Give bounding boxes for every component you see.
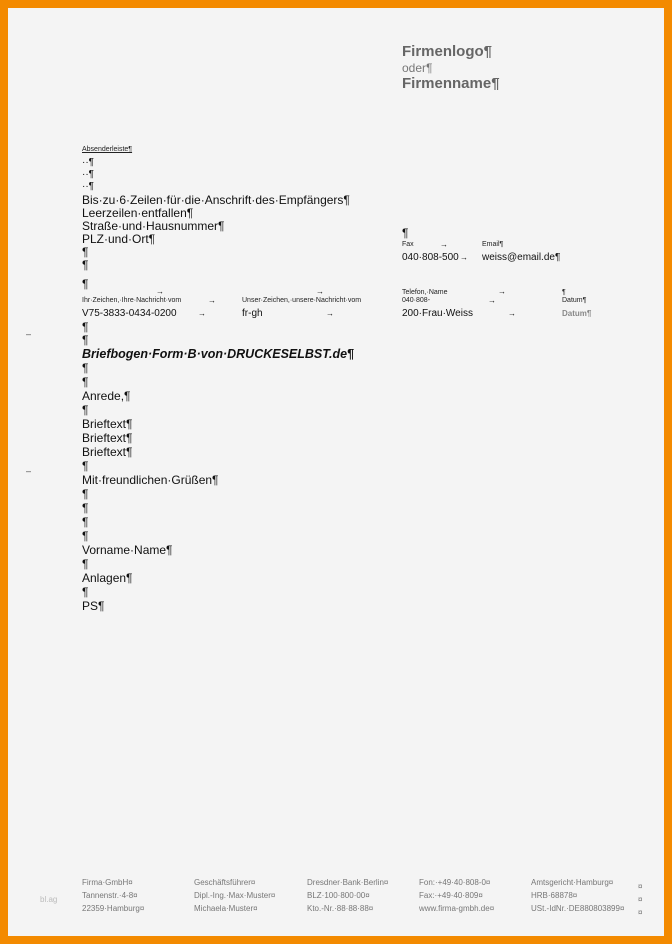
attachments: Anlagen¶ [82, 571, 133, 585]
tab-arrow-icon: → [208, 296, 216, 305]
tab-arrow-icon: → [460, 253, 468, 262]
tab-arrow-icon: → [508, 309, 516, 318]
footer-cell: Dipl.-Ing.·Max·Muster¤ [194, 891, 276, 900]
ref-ihr-value: V75-3833-0434-0200 [82, 308, 177, 319]
email-value: weiss@email.de¶ [482, 252, 561, 263]
ref-tel-label-2: 040·808- [402, 297, 431, 304]
salutation: Anrede,¶ [82, 389, 131, 403]
footer-cell: Kto.-Nr.·88·88·88¤ [307, 904, 374, 913]
footer-cell: www.firma-gmbh.de¤ [419, 904, 495, 913]
address-line: Bis·zu·6·Zeilen·für·die·Anschrift·des·Empfängers¶ [82, 193, 350, 207]
footer-cell: Firma·GmbH¤ [82, 878, 133, 887]
logo-line-2: oder¶ [402, 61, 433, 75]
logo-line-1: Firmenlogo¶ [402, 43, 493, 60]
postscript: PS¶ [82, 599, 105, 613]
logo-line-3: Firmenname¶ [402, 75, 500, 92]
footer-cell: USt.-IdNr.·DE880803899¤ [531, 904, 625, 913]
tab-arrow-icon: → [440, 240, 448, 249]
tab-arrow-icon: → [326, 309, 334, 318]
datum-label: Datum¶ [562, 297, 587, 304]
tab-arrow-icon: → [488, 296, 496, 305]
fax-value: 040·808-500 [402, 252, 459, 263]
tab-arrow-icon: → [156, 287, 164, 296]
sender-label: Absenderleiste¶ [82, 146, 133, 153]
row-end-mark: ¤ [638, 882, 643, 891]
footer-cell: Geschäftsführer¤ [194, 878, 256, 887]
empty-paragraph: ¶ [82, 320, 89, 334]
address-line: Straße·und·Hausnummer¶ [82, 219, 225, 233]
ref-ihr-label: Ihr·Zeichen,·Ihre·Nachricht·vom [82, 297, 182, 304]
fold-mark: – [26, 466, 32, 476]
empty-paragraph: ¶ [82, 333, 89, 347]
empty-paragraph: ¶ [82, 487, 89, 501]
empty-paragraph: ¶ [82, 585, 89, 599]
footer-cell: Tannenstr.·4-8¤ [82, 891, 138, 900]
signature-name: Vorname·Name¶ [82, 543, 173, 557]
tab-arrow-icon: → [316, 287, 324, 296]
ref-tel-value: 200·Frau·Weiss [402, 308, 473, 319]
footer-cell: Michaela·Muster¤ [194, 904, 258, 913]
footer-cell: Dresdner·Bank·Berlin¤ [307, 878, 389, 887]
tab-arrow-icon: → [498, 287, 506, 296]
footer-cell: BLZ·100·800·00¤ [307, 891, 370, 900]
body-text: Brieftext¶ [82, 417, 133, 431]
empty-paragraph: ¶ [82, 258, 89, 272]
ref-unser-label: Unser·Zeichen,·unsere·Nachricht·vom [242, 297, 362, 304]
empty-paragraph: ¶ [82, 459, 89, 473]
ref-unser-value: fr-gh [242, 308, 263, 319]
footer-cell: Amtsgericht·Hamburg¤ [531, 878, 614, 887]
empty-paragraph: ¶ [402, 226, 409, 240]
fold-mark: – [26, 329, 32, 339]
empty-paragraph: ¶ [82, 501, 89, 515]
empty-paragraph: ¶ [82, 277, 89, 291]
address-line: PLZ·und·Ort¶ [82, 232, 156, 246]
footer-side-text: bl.ag [40, 895, 58, 904]
body-text: Brieftext¶ [82, 445, 133, 459]
footer-cell: 22359·Hamburg¤ [82, 904, 145, 913]
footer-cell: Fon:·+49·40·808-0¤ [419, 878, 491, 887]
sender-line: ··¶ [82, 169, 95, 180]
body-text: Brieftext¶ [82, 431, 133, 445]
empty-paragraph: ¶ [82, 403, 89, 417]
sender-line: ··¶ [82, 181, 95, 192]
empty-paragraph: ¶ [82, 557, 89, 571]
empty-paragraph: ¶ [82, 375, 89, 389]
row-end-mark: ¤ [638, 908, 643, 917]
email-label: Email¶ [482, 241, 504, 248]
ref-tel-label: Telefon,·Name [402, 289, 448, 296]
footer-cell: HRB·68878¤ [531, 891, 578, 900]
row-end-mark: ¤ [638, 895, 643, 904]
footer-cell: Fax:·+49·40·809¤ [419, 891, 483, 900]
fax-label: Fax [402, 241, 414, 248]
empty-paragraph: ¶ [82, 529, 89, 543]
letter-title: Briefbogen·Form·B·von·DRUCKESELBST.de¶ [82, 347, 354, 361]
letter-page [8, 8, 664, 936]
closing: Mit·freundlichen·Grüßen¶ [82, 473, 219, 487]
empty-paragraph: ¶ [82, 245, 89, 259]
empty-paragraph: ¶ [82, 361, 89, 375]
address-line: Leerzeilen·entfallen¶ [82, 206, 194, 220]
sender-line: ··¶ [82, 157, 95, 168]
tab-arrow-icon: → [198, 309, 206, 318]
empty-paragraph: ¶ [562, 289, 566, 296]
empty-paragraph: ¶ [82, 515, 89, 529]
datum-value: Datum¶ [562, 309, 592, 318]
